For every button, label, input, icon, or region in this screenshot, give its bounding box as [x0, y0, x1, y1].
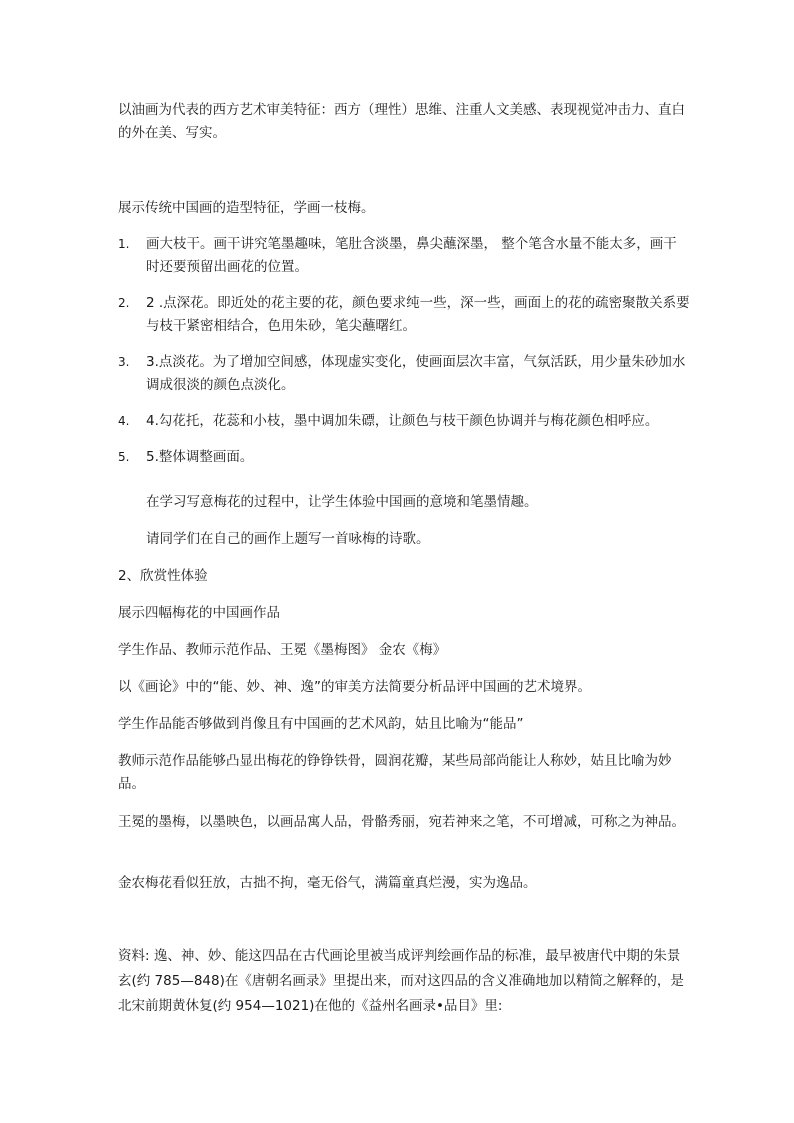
- evaluation-student: 学生作品能否够做到肖像且有中国画的艺术风韵，姑且比喻为“能品”: [118, 716, 524, 732]
- evaluation-wangmian: 王冕的墨梅，以墨映色，以画品寓人品，骨骼秀丽，宛若神来之笔，不可增减，可称之为神品。: [118, 814, 685, 830]
- list-text: 3.点淡花。为了增加空间感，体现虚实变化，使画面层次丰富，气氛活跃，用少量朱砂加水调成很淡的颜色点淡化。: [146, 354, 686, 393]
- intro-paragraph: 以油画为代表的西方艺术审美特征：西方（理性）思维、注重人文美感、表现视觉冲击力、直白的外在美、写实。: [118, 102, 685, 141]
- sub-paragraph-1: 在学习写意梅花的过程中，让学生体验中国画的意境和笔墨情趣。: [146, 494, 538, 510]
- steps-list: [118, 233, 690, 482]
- section-heading: 2、欣赏性体验: [118, 568, 208, 584]
- list-item: [118, 410, 690, 433]
- list-text: 画大枝干。画干讲究笔墨趣味，笔肚含淡墨，鼻尖蘸深墨， 整个笔含水量不能太多，画干时还要预留出画花的位置。: [146, 236, 677, 275]
- list-number: 1.: [118, 237, 130, 251]
- sub-paragraph-2: 请同学们在自己的画作上题写一首咏梅的诗歌。: [146, 531, 430, 547]
- demo-title: 展示传统中国画的造型特征，学画一枝梅。: [118, 200, 375, 216]
- method-paragraph: 以《画论》中的“能、妙、神、逸”的审美方法简要分析品评中国画的艺术境界。: [118, 679, 591, 695]
- evaluation-jinnong: 金农梅花看似狂放，古拙不拘，毫无俗气，满篇童真烂漫，实为逸品。: [118, 875, 537, 891]
- list-number: 4.: [118, 414, 130, 428]
- list-text: 4.勾花托，花蕊和小枝，墨中调加朱磦，让颜色与枝干颜色协调并与梅花颜色相呼应。: [146, 413, 659, 429]
- list-item: [118, 351, 690, 397]
- resource-paragraph: 资料: 逸、神、妙、能这四品在古代画论里被当成评判绘画作品的标准，最早被唐代中期的朱景玄(约 785—848)在《唐朝名画录》里提出来，而对这四品的含义准确地加以精简之解释的，是北宋前期黄休复(约 954—1021)在他的《益州名画录•品目》里:: [118, 948, 684, 1014]
- show-works-line: 展示四幅梅花的中国画作品: [118, 605, 280, 621]
- list-number: 2.: [118, 296, 130, 310]
- list-item: [118, 446, 690, 469]
- list-item: [118, 292, 690, 338]
- list-text: 2 .点深花。即近处的花主要的花，颜色要求纯一些，深一些，画面上的花的疏密聚散关系要与枝干紧密相结合，色用朱砂，笔尖蘸曙红。: [146, 295, 690, 334]
- list-number: 3.: [118, 355, 130, 369]
- evaluation-teacher: 教师示范作品能够凸显出梅花的铮铮铁骨，圆润花瓣，某些局部尚能让人称妙，姑且比喻为妙品。: [118, 753, 672, 792]
- list-text: 5.整体调整画面。: [146, 449, 254, 465]
- works-list-line: 学生作品、教师示范作品、王冕《墨梅图》 金农《梅》: [118, 642, 447, 658]
- list-item: [118, 233, 690, 279]
- list-number: 5.: [118, 450, 130, 464]
